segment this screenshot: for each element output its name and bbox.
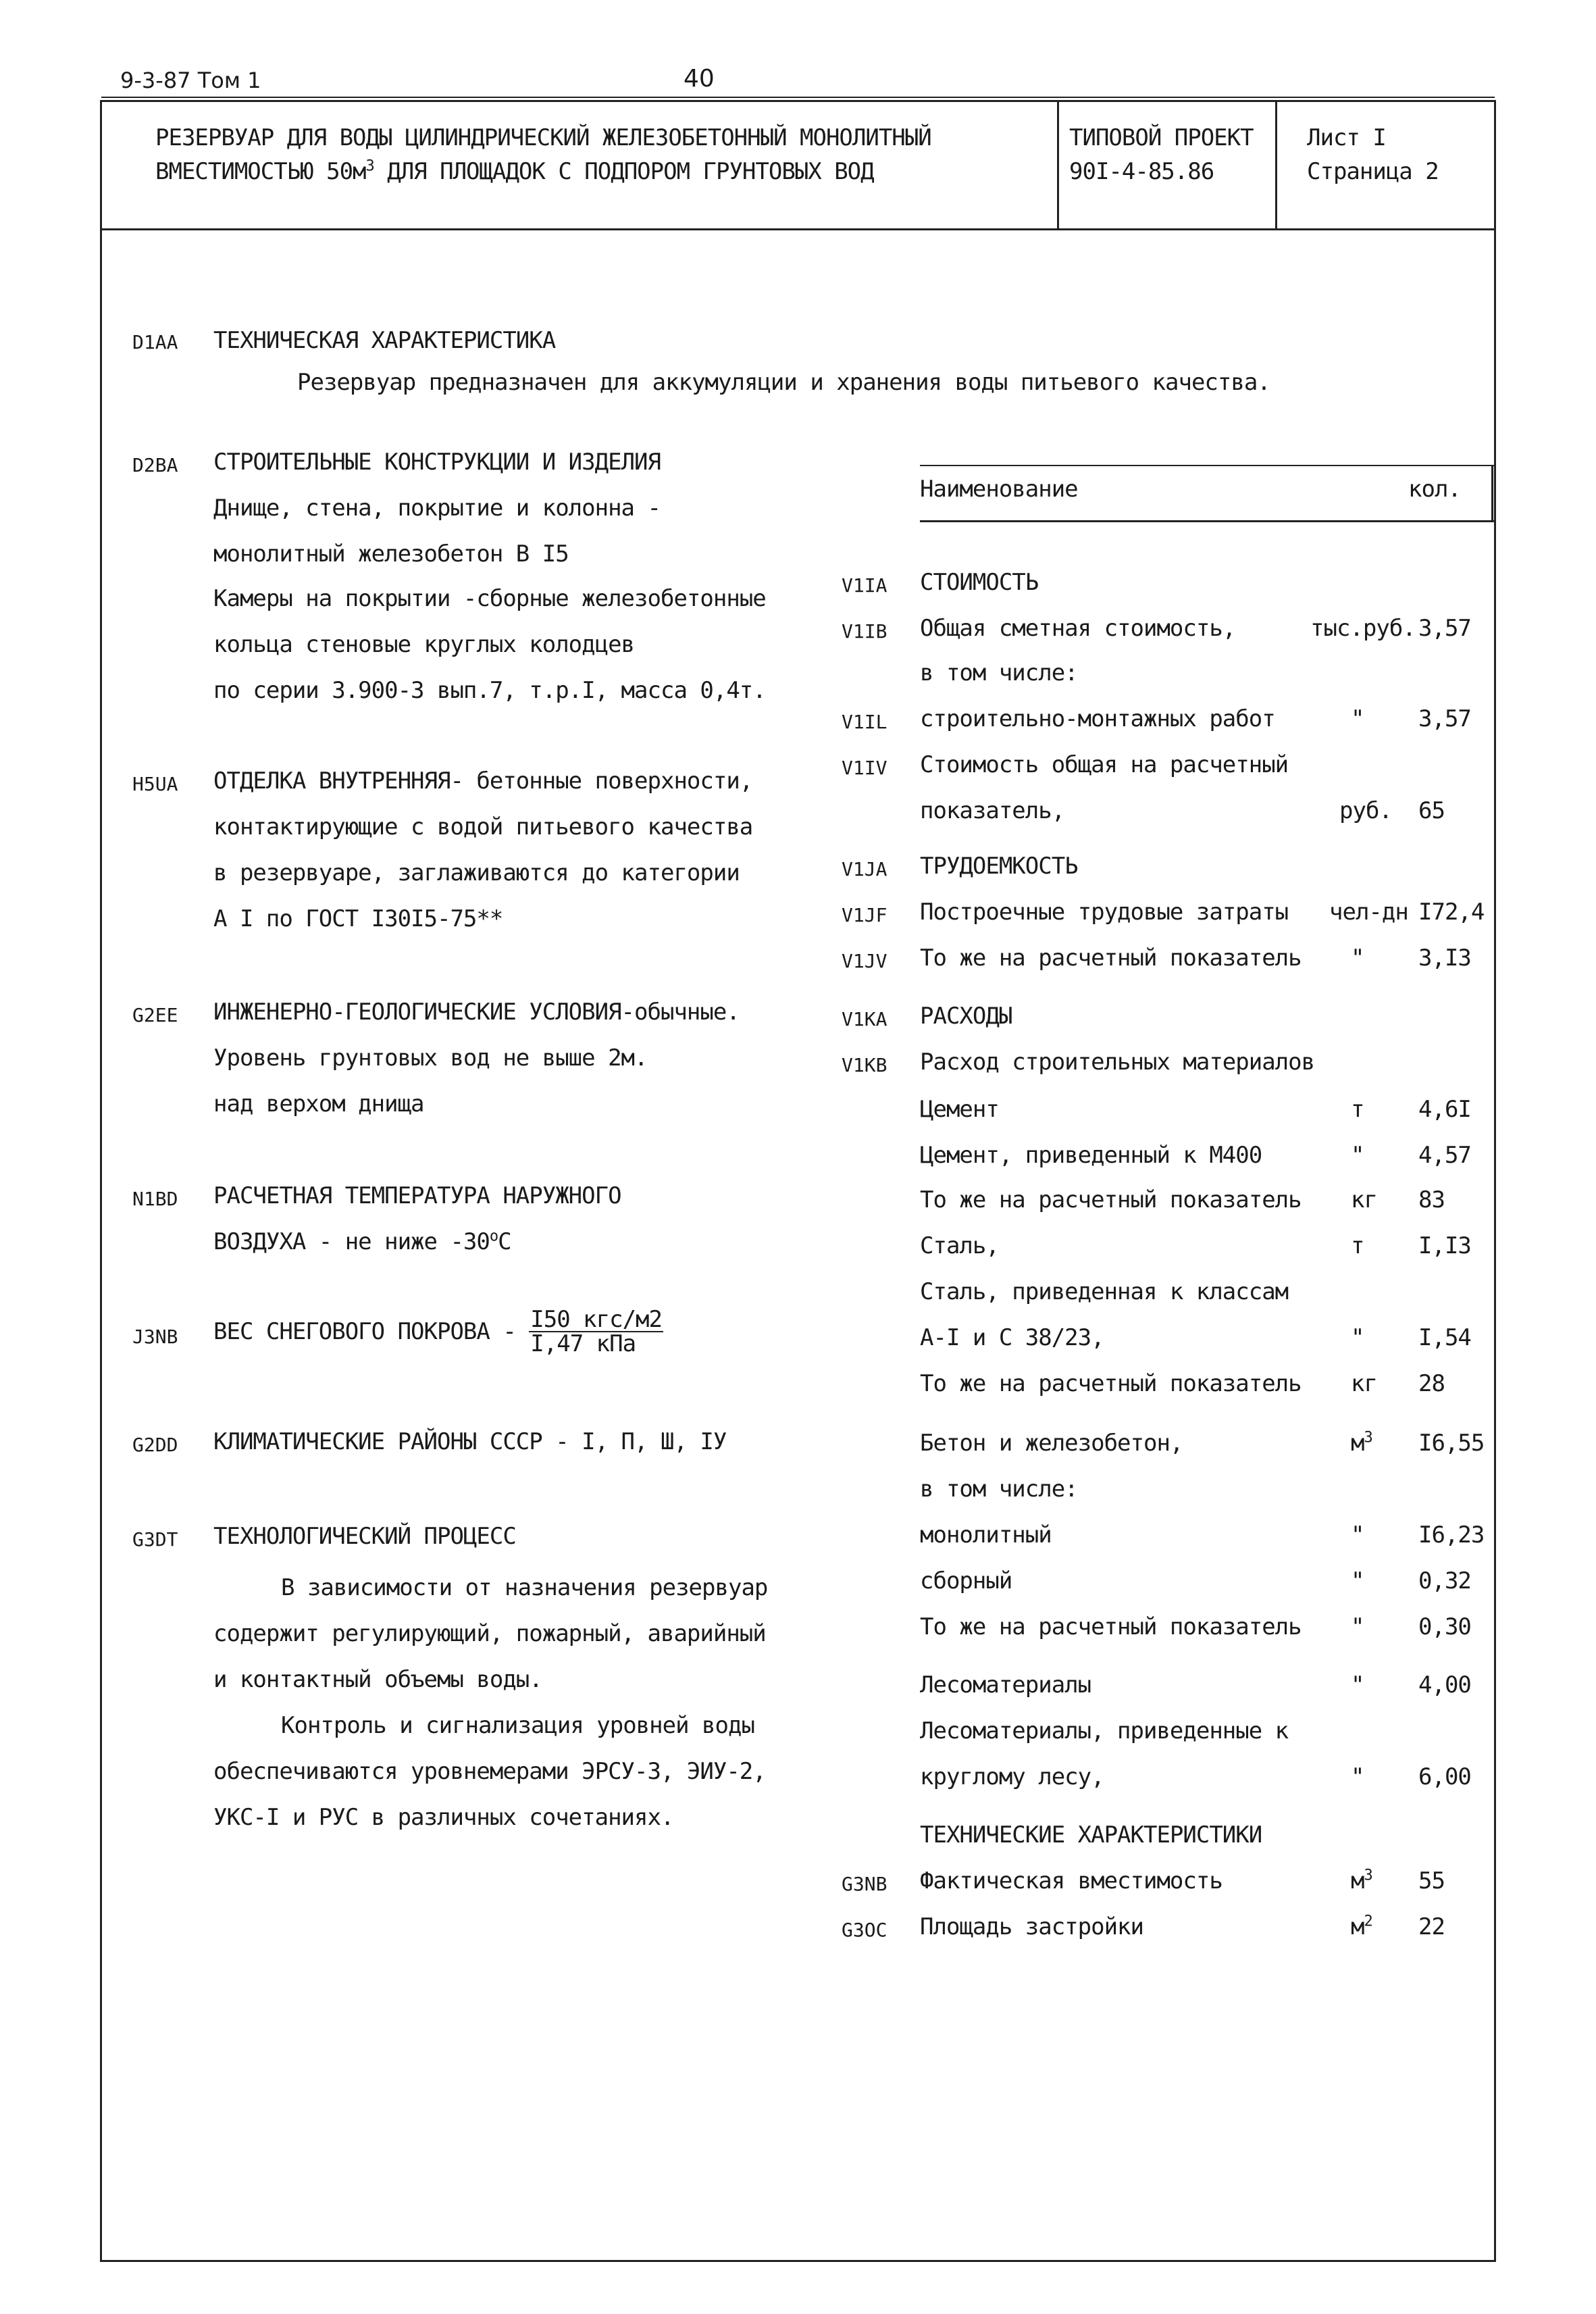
row-value: 65 (1418, 797, 1445, 824)
section-title-tech: ТЕХНИЧЕСКАЯ ХАРАКТЕРИСТИКА (213, 327, 556, 354)
row-name: Цемент, приведенный к М400 (920, 1142, 1262, 1169)
row-value: 4,00 (1418, 1671, 1471, 1699)
row-value: 3,57 (1418, 615, 1471, 642)
row-name: Лесоматериалы (920, 1671, 1091, 1699)
row-unit: $м^3$ (1351, 1429, 1372, 1457)
column-header-qty: кол. (1408, 476, 1461, 503)
row-code: V1IV (842, 757, 887, 779)
row-value: 55 (1418, 1867, 1445, 1894)
row-name: строительно-монтажных работ (920, 705, 1275, 732)
row-name: РАСХОДЫ (920, 1003, 1012, 1030)
code-g3dt: G3DT (132, 1528, 178, 1551)
table-header-rule (920, 520, 1496, 522)
row-value: I,I3 (1418, 1232, 1471, 1259)
structures-line: по серии 3.900-3 вып.7, т.р.I, масса 0,4т. (213, 677, 766, 704)
row-name: Лесоматериалы, приведенные к (920, 1717, 1289, 1744)
row-code: V1JA (842, 858, 887, 880)
code-d2ba: D2BA (132, 454, 178, 476)
code-g2ee: G2EE (132, 1004, 178, 1026)
row-name: То же на расчетный показатель (920, 1370, 1302, 1397)
row-value: 22 (1418, 1913, 1445, 1940)
row-value: I6,23 (1418, 1521, 1485, 1549)
row-name: Расход строительных материалов (920, 1049, 1315, 1076)
row-name: А-I и С 38/23, (920, 1324, 1104, 1351)
row-unit: чел-дн (1329, 899, 1408, 926)
structures-line: монолитный железобетон В I5 (213, 540, 569, 568)
process-line: и контактный объемы воды. (213, 1666, 542, 1693)
row-unit: кг (1351, 1370, 1377, 1397)
title-block-divider-2 (1275, 100, 1277, 230)
row-name: в том числе: (920, 659, 1078, 686)
row-name: Площадь застройки (920, 1913, 1143, 1940)
finishing-line: в резервуаре, заглаживаются до категории (213, 859, 740, 886)
process-line: Контроль и сигнализация уровней воды (281, 1712, 754, 1739)
row-name: Сталь, приведенная к классам (920, 1278, 1289, 1305)
row-code: V1KB (842, 1054, 887, 1076)
row-value: 28 (1418, 1370, 1445, 1397)
temperature-line1: РАСЧЕТНАЯ ТЕМПЕРАТУРА НАРУЖНОГО (213, 1182, 621, 1209)
structures-line: кольца стеновые круглых колодцев (213, 631, 635, 658)
snow-load: ВЕС СНЕГОВОГО ПОКРОВА - $\frac{\text{I50 кгс/м2}}{\text{I,47 кПа}}$ (213, 1306, 662, 1357)
row-code: V1JV (842, 950, 887, 972)
process-line: содержит регулирующий, пожарный, аварийный (213, 1620, 766, 1647)
row-unit: " (1351, 1613, 1364, 1640)
row-code: V1IB (842, 620, 887, 643)
finishing-line: А I по ГОСТ I30I5-75** (213, 905, 503, 932)
row-name: показатель, (920, 797, 1065, 824)
row-name: Бетон и железобетон, (920, 1430, 1183, 1457)
doc-title-line1: РЕЗЕРВУАР ДЛЯ ВОДЫ ЦИЛИНДРИЧЕСКИЙ ЖЕЛЕЗОБЕТОННЫЙ МОНОЛИТНЫЙ (155, 124, 931, 151)
row-value: I6,55 (1418, 1430, 1485, 1457)
process-line: В зависимости от назначения резервуар (281, 1574, 768, 1601)
column-header-name: Наименование (920, 476, 1078, 503)
row-name: монолитный (920, 1521, 1052, 1549)
temperature-line2: ВОЗДУХА - не ниже $-30^оС$ (213, 1228, 511, 1255)
structures-line: Днище, стена, покрытие и колонна - (213, 495, 661, 522)
row-name: То же на расчетный показатель (920, 945, 1302, 972)
row-unit: " (1351, 1671, 1364, 1699)
row-name: То же на расчетный показатель (920, 1613, 1302, 1640)
code-j3nb: J3NB (132, 1326, 178, 1348)
row-value: 0,30 (1418, 1613, 1471, 1640)
row-unit: " (1351, 1567, 1364, 1594)
row-name: сборный (920, 1567, 1012, 1594)
code-g2dd: G2DD (132, 1434, 178, 1456)
row-code: G3OC (842, 1919, 887, 1941)
row-name: Построечные трудовые затраты (920, 899, 1289, 926)
row-unit: " (1351, 1324, 1364, 1351)
geology-line: Уровень грунтовых вод не выше 2м. (213, 1045, 648, 1072)
row-unit: $м^3$ (1351, 1867, 1372, 1894)
row-unit: " (1351, 1763, 1364, 1790)
process-line: обеспечиваются уровнемерами ЭРСУ-3, ЭИУ-2, (213, 1758, 766, 1785)
title-block-divider-1 (1057, 100, 1059, 230)
top-rule (101, 97, 1495, 98)
row-value: 0,32 (1418, 1567, 1471, 1594)
row-code: V1IL (842, 711, 887, 733)
code-d1aa: D1AA (132, 331, 178, 353)
row-unit: т (1351, 1232, 1364, 1259)
snow-load-denominator: I,47 кПа (530, 1330, 636, 1357)
sheet-label: Лист I (1307, 124, 1386, 151)
row-name: ТРУДОЕМКОСТЬ (920, 853, 1078, 880)
geology-line: над верхом днища (213, 1090, 424, 1117)
row-unit: руб. (1339, 797, 1392, 824)
project-number: 90I-4-85.86 (1069, 158, 1214, 185)
row-code: G3NB (842, 1873, 887, 1895)
page-frame (100, 100, 1496, 2262)
row-name: в том числе: (920, 1476, 1078, 1503)
row-value: 83 (1418, 1186, 1445, 1213)
table-header-edge (1491, 465, 1493, 522)
row-unit: т (1351, 1096, 1364, 1123)
process-line: УКС-I и РУС в различных сочетаниях. (213, 1804, 674, 1831)
row-name: То же на расчетный показатель (920, 1186, 1302, 1213)
title-block-bottom-rule (100, 228, 1496, 230)
project-label: ТИПОВОЙ ПРОЕКТ (1069, 124, 1254, 151)
page-number: 40 (684, 65, 715, 93)
row-unit: кг (1351, 1186, 1377, 1213)
doc-title-line2: ВМЕСТИМОСТЬЮ $50м^3$ ДЛЯ ПЛОЩАДОК С ПОДПОРОМ ГРУНТОВЫХ ВОД (155, 157, 874, 185)
row-unit: тыс.руб. (1310, 615, 1416, 642)
row-code: V1JF (842, 904, 887, 926)
row-unit: $м^2$ (1351, 1913, 1372, 1940)
climate-regions: КЛИМАТИЧЕСКИЕ РАЙОНЫ СССР - I, П, Ш, IУ (213, 1428, 727, 1455)
row-unit: " (1351, 945, 1364, 972)
row-value: 4,6I (1418, 1096, 1471, 1123)
row-name: Общая сметная стоимость, (920, 615, 1236, 642)
row-name: ТЕХНИЧЕСКИЕ ХАРАКТЕРИСТИКИ (920, 1821, 1262, 1848)
row-code: V1KA (842, 1008, 887, 1030)
row-name: круглому лесу, (920, 1763, 1104, 1790)
row-unit: " (1351, 1521, 1364, 1549)
row-name: Стоимость общая на расчетный (920, 751, 1289, 778)
row-name: Цемент (920, 1096, 999, 1123)
row-unit: " (1351, 705, 1364, 732)
row-name: Фактическая вместимость (920, 1867, 1222, 1894)
structures-line: Камеры на покрытии -сборные железобетонные (213, 585, 766, 612)
geology-line: ИНЖЕНЕРНО-ГЕОЛОГИЧЕСКИЕ УСЛОВИЯ-обычные. (213, 999, 740, 1026)
code-n1bd: N1BD (132, 1188, 178, 1210)
row-value: 4,57 (1418, 1142, 1471, 1169)
row-name: Сталь, (920, 1232, 999, 1259)
section-title-process: ТЕХНОЛОГИЧЕСКИЙ ПРОЦЕСС (213, 1523, 516, 1550)
tech-description: Резервуар предназначен для аккумуляции и хранения воды питьевого качества. (297, 369, 1270, 396)
snow-load-numerator: I50 кгс/м2 (530, 1306, 662, 1333)
finishing-line: ОТДЕЛКА ВНУТРЕННЯЯ- бетонные поверхности, (213, 768, 753, 795)
row-unit: " (1351, 1142, 1364, 1169)
row-value: I,54 (1418, 1324, 1471, 1351)
finishing-line: контактирующие с водой питьевого качества (213, 813, 753, 840)
row-value: 3,57 (1418, 705, 1471, 732)
code-h5ua: H5UA (132, 773, 178, 795)
row-code: V1IA (842, 574, 887, 597)
row-value: I72,4 (1418, 899, 1485, 926)
row-name: СТОИМОСТЬ (920, 569, 1039, 596)
series-label: 9-3-87 Том 1 (120, 68, 261, 93)
section-title-structures: СТРОИТЕЛЬНЫЕ КОНСТРУКЦИИ И ИЗДЕЛИЯ (213, 449, 661, 476)
row-value: 3,I3 (1418, 945, 1471, 972)
row-value: 6,00 (1418, 1763, 1471, 1790)
page-label: Страница 2 (1307, 158, 1439, 185)
table-top-rule (920, 465, 1496, 466)
